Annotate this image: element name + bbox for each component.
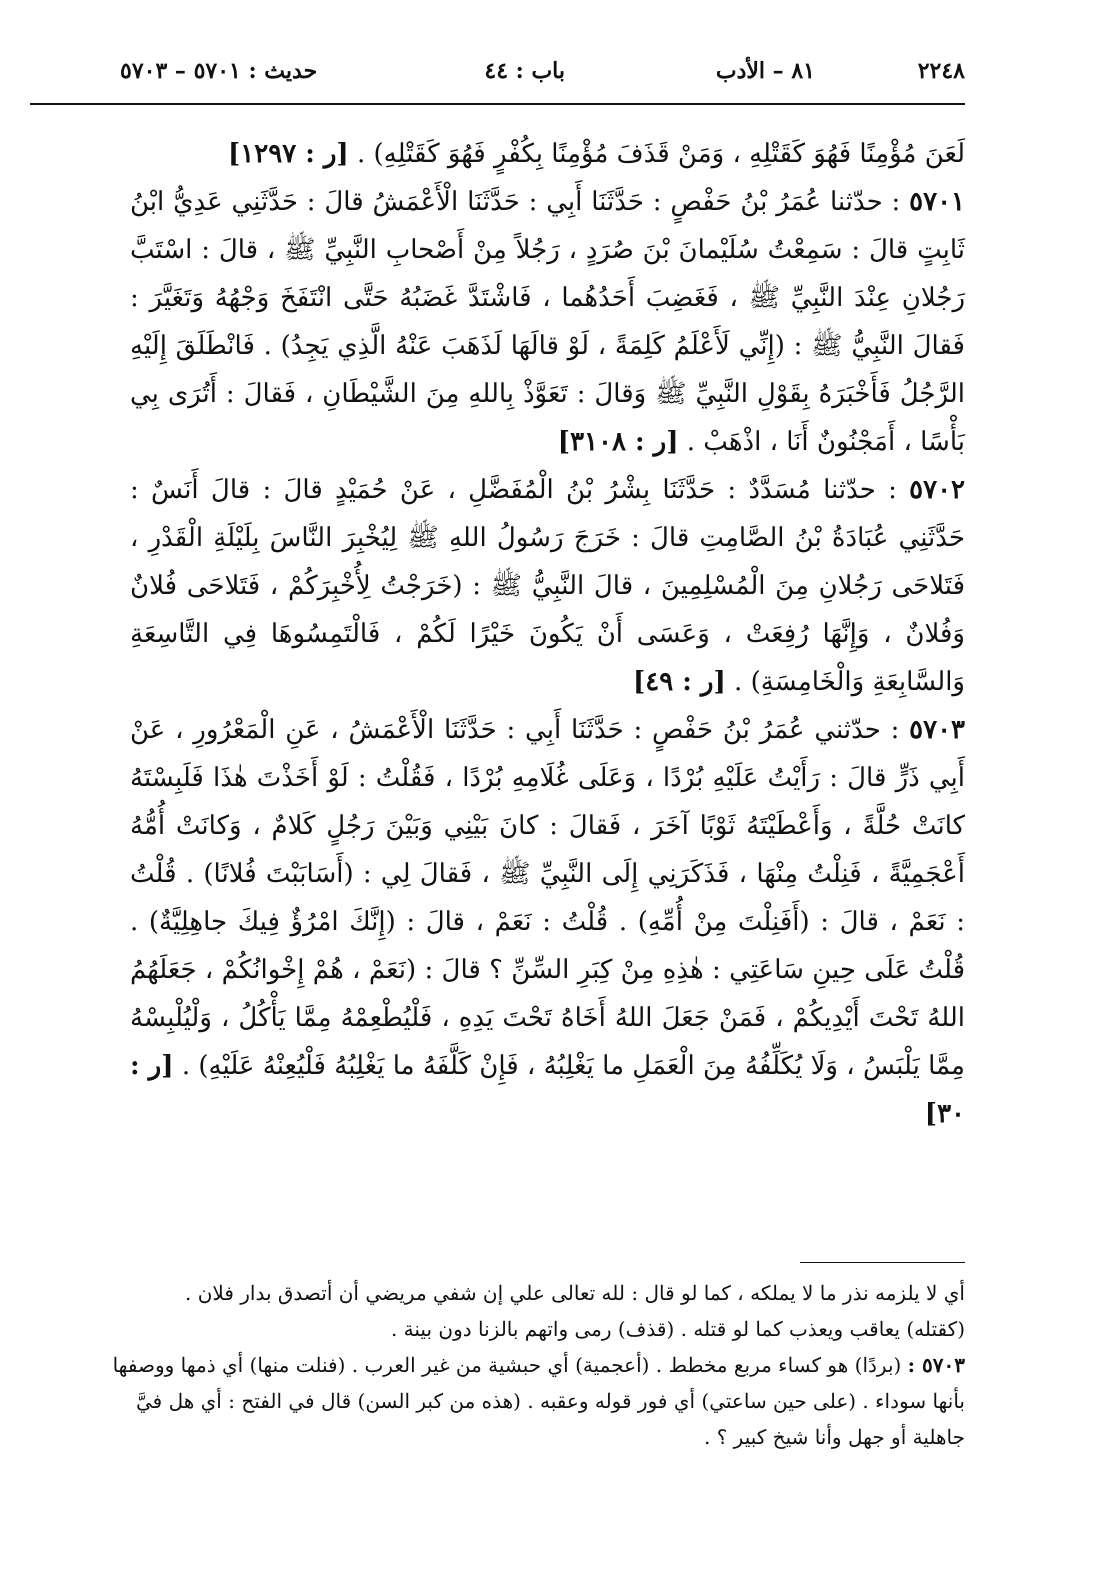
footnote-line: أي لا يلزمه نذر ما لا يملكه ، كما لو قال : لله تعالى علي إن شفي مريضي أن أتصدق بدار فلان . xyxy=(185,1281,965,1305)
hadith-5702 xyxy=(130,466,965,706)
running-header xyxy=(120,58,965,94)
cross-reference: [ر : ٣١٠٨] xyxy=(557,427,679,457)
cross-reference: [ر : ٣٠] xyxy=(130,1051,965,1129)
chapter-label: باب : ٤٤ xyxy=(484,58,565,84)
paragraph-continuation xyxy=(130,130,965,178)
footnote-line: بأنها سوداء . (على حين ساعتي) أي فور قوله وعقبه . (هذه من كبر السن) قال في الفتح : أي هل فيَّ xyxy=(136,1389,965,1413)
footnote-line: جاهلية أو جهل وأنا شيخ كبير ؟ . xyxy=(703,1425,965,1449)
book-title: ٨١ – الأدب xyxy=(715,58,815,84)
cross-reference: [ر : ٤٩] xyxy=(632,667,726,697)
footnote-line: (كقتله) يعاقب ويعذب كما لو قتله . (قذف) رمى واتهم بالزنا دون بينة . xyxy=(390,1317,965,1341)
hadith-range: حديث : ٥٧٠١ – ٥٧٠٣ xyxy=(120,58,318,84)
hadith-5703 xyxy=(130,706,965,1138)
paragraph-text: : حدّثني عُمَرُ بْنُ حَفْصٍ : حَدَّثَنَا أَبِي : حَدَّثَنَا الْأَعْمَشُ ، عَنِ الْمَعْرُورِ ، عَنْ أَبِي ذَرٍّ قالَ : رَأَيْتُ عَلَيْهِ بُرْدًا ، وَعَلَى غُلَامِهِ بُرْدًا ، فَقُلْتُ : لَوْ أَخَذْتَ هٰذَا فَلَبِسْتَهُ كانَتْ حُلَّةً ، وَأَعْطَيْتَهُ ثَوْبًا آخَرَ ، فَقالَ : كانَ بَيْنِي وَبَيْنَ رَجُلٍ كَلامٌ ، وَكانَتْ أُمُّهُ أَعْجَمِيَّةً ، فَنِلْتُ مِنْهَا ، فَذَكَرَنِي إِلَى النَّبِيِّ ﷺ ، فَقالَ لِي : (أَسَابَبْتَ فُلانًا) . قُلْتُ : نَعَمْ ، قالَ : (أَفَنِلْتَ مِنْ أُمِّهِ) . قُلْتُ : نَعَمْ ، قالَ : (إِنَّكَ امْرُؤٌ فِيكَ جاهِلِيَّةٌ) . قُلْتُ عَلَى حِينِ سَاعَتِي : هٰذِهِ مِنْ كِبَرِ السِّنِّ ؟ قالَ : (نَعَمْ ، هُمْ إِخْوانُكُمْ ، جَعَلَهُمُ اللهُ تَحْتَ أَيْدِيكُمْ ، فَمَنْ جَعَلَ اللهُ أَخَاهُ تَحْتَ يَدِهِ ، فَلْيُطْعِمْهُ مِمَّا يَأْكُلُ ، وَلْيُلْبِسْهُ مِمَّا يَلْبَسُ ، وَلَا يُكَلِّفُهُ مِنَ الْعَمَلِ ما يَغْلِبُهُ ، فَإِنْ كَلَّفَهُ ما يَغْلِبُهُ فَلْيُعِنْهُ عَلَيْهِ) . xyxy=(130,715,965,1081)
footnote-text: (بردًا) هو كساء مربع مخطط . (أعجمية) أي حبشية من غير العرب . (فنلت منها) أي ذمها ووصفها xyxy=(112,1353,902,1377)
footnote-rule xyxy=(800,1262,965,1263)
paragraph-text: لَعَنَ مُؤْمِنًا فَهُوَ كَقَتْلِهِ ، وَمَنْ قَذَفَ مُؤْمِنًا بِكُفْرٍ فَهُوَ كَقَتْلِهِ) . xyxy=(356,139,965,169)
header-rule xyxy=(30,103,965,105)
footnotes xyxy=(40,1275,965,1455)
footnote-line xyxy=(40,1347,965,1383)
main-text xyxy=(130,130,965,1138)
hadith-number: ٥٧٠٣ xyxy=(909,715,965,745)
footnote-number: ٥٧٠٣ : xyxy=(907,1353,965,1377)
hadith-number: ٥٧٠٢ xyxy=(909,475,966,505)
cross-reference: [ر : ١٢٩٧] xyxy=(227,139,349,169)
hadith-number: ٥٧٠١ xyxy=(909,187,966,217)
paragraph-text: : حدّثنا عُمَرُ بْنُ حَفْصٍ : حَدَّثَنَا أَبِي : حَدَّثَنَا الْأَعْمَشُ قالَ : حَدَّثَنِي عَدِيُّ ابْنُ ثَابِتٍ قالَ : سَمِعْتُ سُلَيْمانَ بْنَ صُرَدٍ ، رَجُلاً مِنْ أَصْحابِ النَّبِيِّ ﷺ ، قالَ : اسْتَبَّ رَجُلانِ عِنْدَ النَّبِيِّ ﷺ ، فَغَضِبَ أَحَدُهُما ، فَاشْتَدَّ غَضَبُهُ حَتَّى انْتَفَخَ وَجْهُهُ وَتَغَيَّرَ : فَقالَ النَّبِيُّ ﷺ : (إِنِّي لَأَعْلَمُ كَلِمَةً ، لَوْ قالَهَا لَذَهَبَ عَنْهُ الَّذِي يَجِدُ) . فَانْطَلَقَ إِلَيْهِ الرَّجُلُ فَأَخْبَرَهُ بِقَوْلِ النَّبِيِّ ﷺ وَقالَ : تَعَوَّذْ بِاللهِ مِنَ الشَّيْطَانِ ، فَقالَ : أَتُرَى بِي بَأْسًا ، أَمَجْنُونٌ أَنَا ، اذْهَبْ . xyxy=(130,187,965,457)
page-number: ٢٢٤٨ xyxy=(917,58,965,84)
paragraph-text: : حدّثنا مُسَدَّدٌ : حَدَّثَنَا بِشْرُ بْنُ الْمُفَضَّلِ ، عَنْ حُمَيْدٍ قالَ : قالَ أَنَسٌ : حَدَّثَنِي عُبَادَةُ بْنُ الصَّامِتِ قالَ : خَرَجَ رَسُولُ اللهِ ﷺ لِيُخْبِرَ النَّاسَ بِلَيْلَةِ الْقَدْرِ ، فَتَلاحَى رَجُلانِ مِنَ الْمُسْلِمِينَ ، قالَ النَّبِيُّ ﷺ : (خَرَجْتُ لِأُخْبِرَكُمْ ، فَتَلاحَى فُلانٌ وَفُلانٌ ، وَإِنَّهَا رُفِعَتْ ، وَعَسَى أَنْ يَكُونَ خَيْرًا لَكُمْ ، فَالْتَمِسُوهَا فِي التَّاسِعَةِ وَالسَّابِعَةِ وَالْخَامِسَةِ) . xyxy=(130,475,965,697)
hadith-5701 xyxy=(130,178,965,466)
